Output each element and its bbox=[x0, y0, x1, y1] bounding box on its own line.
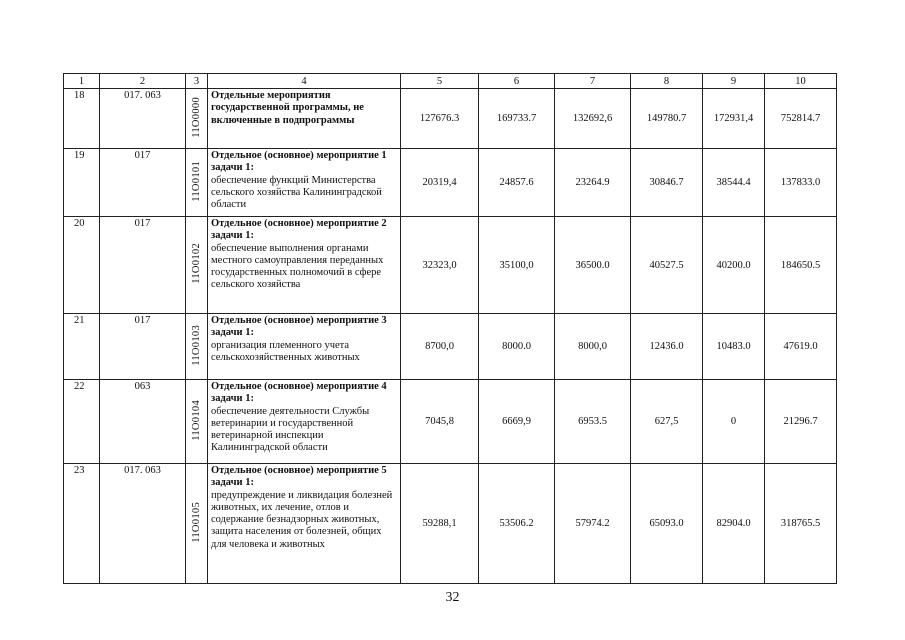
classification-code-text: 11О0105 bbox=[191, 501, 202, 543]
column-header: 7 bbox=[555, 74, 631, 89]
classification-code bbox=[186, 217, 208, 314]
value-col-5: 7045,8 bbox=[401, 380, 479, 464]
classification-code bbox=[186, 89, 208, 149]
activity-title: Отдельное (основное) мероприятие 4 задачи 1: bbox=[211, 381, 387, 405]
value-col-8: 12436.0 bbox=[631, 314, 703, 380]
column-header: 2 bbox=[100, 74, 186, 89]
activity-title: Отдельное (основное) мероприятие 2 задачи 1: bbox=[211, 218, 387, 242]
value-col-10: 47619.0 bbox=[765, 314, 837, 380]
value-col-10: 137833.0 bbox=[765, 149, 837, 217]
classification-code bbox=[186, 380, 208, 464]
value-col-6: 53506.2 bbox=[479, 464, 555, 584]
activity-description bbox=[208, 314, 401, 380]
classification-code bbox=[186, 464, 208, 584]
value-col-8: 627,5 bbox=[631, 380, 703, 464]
classification-code bbox=[186, 314, 208, 380]
activity-title: Отдельное (основное) мероприятие 1 задачи 1: bbox=[211, 150, 387, 174]
value-col-5: 32323,0 bbox=[401, 217, 479, 314]
activity-description bbox=[208, 464, 401, 584]
value-col-9: 82904.0 bbox=[703, 464, 765, 584]
column-header: 9 bbox=[703, 74, 765, 89]
activity-text: обеспечение выполнения органами местного самоуправления переданных государственных полномочий в сфере сельского хозяйства bbox=[211, 242, 384, 291]
column-header: 5 bbox=[401, 74, 479, 89]
row-number: 23 bbox=[64, 464, 100, 584]
activity-text: обеспечение функций Министерства сельского хозяйства Калининградской области bbox=[211, 174, 382, 211]
value-col-5: 127676.3 bbox=[401, 89, 479, 149]
column-header: 3 bbox=[186, 74, 208, 89]
column-header: 10 bbox=[765, 74, 837, 89]
value-col-9: 10483.0 bbox=[703, 314, 765, 380]
budget-code: 017 bbox=[100, 149, 186, 217]
value-col-6: 6669,9 bbox=[479, 380, 555, 464]
value-col-7: 8000,0 bbox=[555, 314, 631, 380]
value-col-7: 36500.0 bbox=[555, 217, 631, 314]
classification-code-text: 11О0102 bbox=[191, 243, 202, 284]
value-col-8: 65093.0 bbox=[631, 464, 703, 584]
activity-description bbox=[208, 89, 401, 149]
activity-text: предупреждение и ликвидация болезней животных, их лечение, отлов и содержание безнадзорных животных, защита населения от болезней, общих для человека и животных bbox=[211, 489, 393, 550]
activity-title: Отдельное (основное) мероприятие 3 задачи 1: bbox=[211, 315, 387, 339]
table-row bbox=[64, 464, 837, 584]
table-row bbox=[64, 314, 837, 380]
activity-description bbox=[208, 217, 401, 314]
table-row bbox=[64, 149, 837, 217]
activity-description bbox=[208, 149, 401, 217]
table-row bbox=[64, 89, 837, 149]
value-col-6: 169733.7 bbox=[479, 89, 555, 149]
activity-description bbox=[208, 380, 401, 464]
budget-code: 017 bbox=[100, 314, 186, 380]
value-col-9: 40200.0 bbox=[703, 217, 765, 314]
page-number: 32 bbox=[445, 590, 460, 605]
classification-code-text: 11О0000 bbox=[191, 96, 202, 138]
row-number: 22 bbox=[64, 380, 100, 464]
budget-code: 063 bbox=[100, 380, 186, 464]
value-col-6: 35100,0 bbox=[479, 217, 555, 314]
value-col-5: 8700,0 bbox=[401, 314, 479, 380]
budget-code: 017. 063 bbox=[100, 89, 186, 149]
value-col-9: 38544.4 bbox=[703, 149, 765, 217]
value-col-7: 6953.5 bbox=[555, 380, 631, 464]
value-col-5: 20319,4 bbox=[401, 149, 479, 217]
value-col-8: 149780.7 bbox=[631, 89, 703, 149]
column-number-row bbox=[64, 74, 837, 89]
activity-title: Отдельное (основное) мероприятие 5 задачи 1: bbox=[211, 465, 387, 489]
activity-title: Отдельные мероприятия государственной программы, не включенные в подпрограммы bbox=[211, 90, 364, 126]
budget-code: 017. 063 bbox=[100, 464, 186, 584]
column-header: 6 bbox=[479, 74, 555, 89]
value-col-10: 21296.7 bbox=[765, 380, 837, 464]
classification-code bbox=[186, 149, 208, 217]
value-col-6: 24857.6 bbox=[479, 149, 555, 217]
value-col-8: 40527.5 bbox=[631, 217, 703, 314]
value-col-7: 57974.2 bbox=[555, 464, 631, 584]
value-col-10: 184650.5 bbox=[765, 217, 837, 314]
budget-table bbox=[63, 73, 837, 584]
classification-code-text: 11О0103 bbox=[191, 324, 202, 366]
classification-code-text: 11О0101 bbox=[191, 160, 202, 202]
row-number: 18 bbox=[64, 89, 100, 149]
table-row bbox=[64, 380, 837, 464]
value-col-8: 30846.7 bbox=[631, 149, 703, 217]
activity-text: организация племенного учета сельскохозяйственных животных bbox=[211, 339, 360, 363]
classification-code-text: 11О0104 bbox=[191, 399, 202, 441]
column-header: 1 bbox=[64, 74, 100, 89]
budget-code: 017 bbox=[100, 217, 186, 314]
row-number: 19 bbox=[64, 149, 100, 217]
value-col-10: 318765.5 bbox=[765, 464, 837, 584]
column-header: 8 bbox=[631, 74, 703, 89]
row-number: 21 bbox=[64, 314, 100, 380]
value-col-10: 752814.7 bbox=[765, 89, 837, 149]
value-col-7: 23264.9 bbox=[555, 149, 631, 217]
row-number: 20 bbox=[64, 217, 100, 314]
value-col-6: 8000.0 bbox=[479, 314, 555, 380]
value-col-5: 59288,1 bbox=[401, 464, 479, 584]
activity-text: обеспечение деятельности Службы ветеринарии и государственной ветеринарной инспекции Калининградской области bbox=[211, 405, 370, 454]
value-col-9: 172931,4 bbox=[703, 89, 765, 149]
value-col-7: 132692,6 bbox=[555, 89, 631, 149]
table-row bbox=[64, 217, 837, 314]
value-col-9: 0 bbox=[703, 380, 765, 464]
column-header: 4 bbox=[208, 74, 401, 89]
